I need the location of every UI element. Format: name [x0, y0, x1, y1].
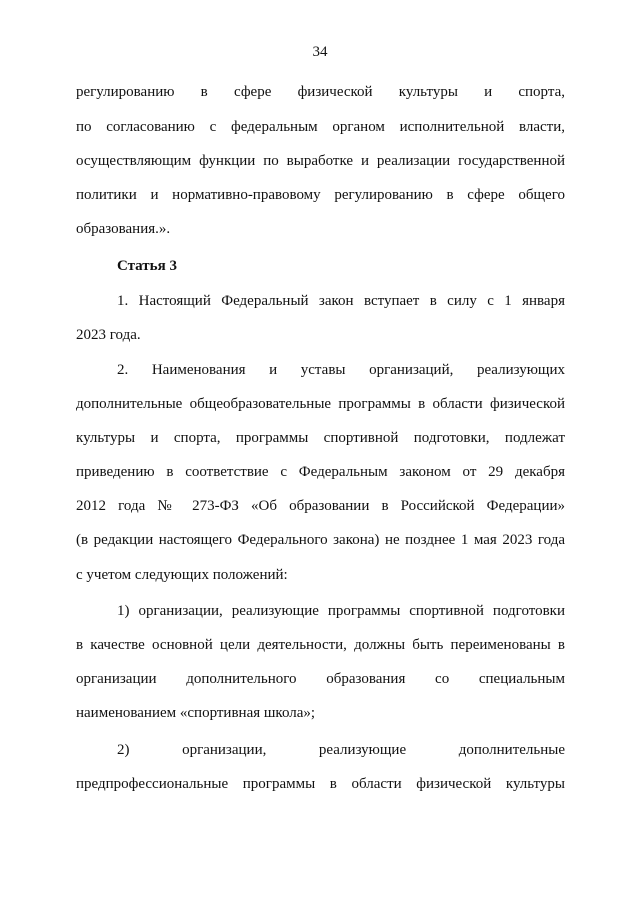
- text-line: регулированию в сфере физической культуры и спорта,: [76, 84, 565, 100]
- text-line: 2) организации, реализующие дополнительные: [117, 742, 565, 758]
- text-line: организации дополнительного образования со специальным: [76, 671, 565, 687]
- text-line: 2. Наименования и уставы организаций, реализующих: [117, 362, 565, 378]
- text-line: с учетом следующих положений:: [76, 567, 288, 583]
- text-line: 2023 года.: [76, 327, 141, 343]
- text-line: по согласованию с федеральным органом исполнительной власти,: [76, 119, 565, 135]
- text-line: предпрофессиональные программы в области физической культуры: [76, 776, 565, 792]
- text-line: в качестве основной цели деятельности, должны быть переименованы в: [76, 637, 565, 653]
- text-line: 2012 года № 273-ФЗ «Об образовании в Российской Федерации»: [76, 498, 565, 514]
- text-line: образования.».: [76, 221, 171, 237]
- text-line: 1. Настоящий Федеральный закон вступает в силу с 1 января: [117, 293, 565, 309]
- article-heading: Статья 3: [117, 258, 177, 274]
- text-line: культуры и спорта, программы спортивной подготовки, подлежат: [76, 430, 565, 446]
- page-number: 34: [312, 44, 328, 60]
- text-line: осуществляющим функции по выработке и реализации государственной: [76, 153, 565, 169]
- text-line: (в редакции настоящего Федерального закона) не позднее 1 мая 2023 года: [76, 532, 565, 548]
- text-line: приведению в соответствие с Федеральным законом от 29 декабря: [76, 464, 565, 480]
- text-line: политики и нормативно-правовому регулированию в сфере общего: [76, 187, 565, 203]
- text-line: 1) организации, реализующие программы спортивной подготовки: [117, 603, 565, 619]
- text-line: дополнительные общеобразовательные программы в области физической: [76, 396, 565, 412]
- text-line: наименованием «спортивная школа»;: [76, 705, 316, 721]
